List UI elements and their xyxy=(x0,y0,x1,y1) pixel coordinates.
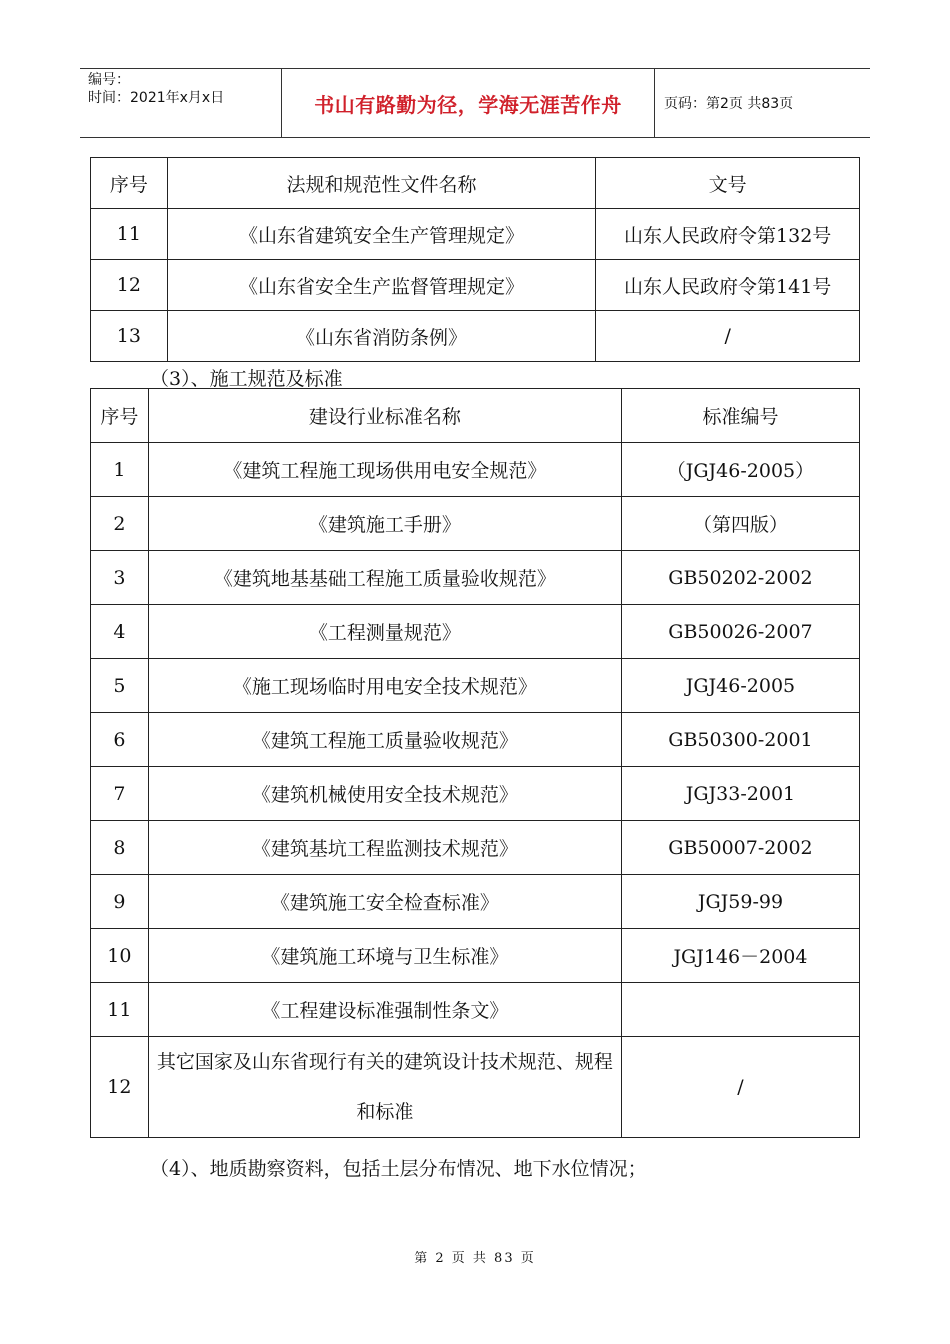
table-cell: 11 xyxy=(91,983,149,1037)
table-cell: 《建筑施工安全检查标准》 xyxy=(148,875,621,929)
header-cell: 标准编号 xyxy=(621,389,859,443)
table-cell: 8 xyxy=(91,821,149,875)
table-cell: 13 xyxy=(91,311,168,362)
table-cell: 山东人民政府令第141号 xyxy=(596,260,860,311)
page-header xyxy=(80,68,870,138)
table-cell: 《工程测量规范》 xyxy=(148,605,621,659)
table-header-row xyxy=(91,389,860,443)
table-row xyxy=(91,260,860,311)
table-cell: 《建筑工程施工现场供用电安全规范》 xyxy=(148,443,621,497)
table-cell: JGJ33-2001 xyxy=(621,767,859,821)
regulations-table xyxy=(90,157,860,362)
table-cell: GB50300-2001 xyxy=(621,713,859,767)
header-cell: 文号 xyxy=(596,158,860,209)
header-cell: 建设行业标准名称 xyxy=(148,389,621,443)
table-cell: 《建筑地基基础工程施工质量验收规范》 xyxy=(148,551,621,605)
table-cell xyxy=(621,983,859,1037)
header-cell: 法规和规范性文件名称 xyxy=(167,158,596,209)
table-cell: 《山东省建筑安全生产管理规定》 xyxy=(167,209,596,260)
document-number-label: 编号： xyxy=(88,72,130,88)
table-cell: （JGJ46-2005） xyxy=(621,443,859,497)
table-row xyxy=(91,605,860,659)
table-cell: 1 xyxy=(91,443,149,497)
table-cell: 《山东省消防条例》 xyxy=(167,311,596,362)
table-cell: GB50202-2002 xyxy=(621,551,859,605)
page-footer: 第 2 页 共 83 页 xyxy=(414,1251,536,1266)
table-cell: 6 xyxy=(91,713,149,767)
table-cell: JGJ46-2005 xyxy=(621,659,859,713)
table-row xyxy=(91,821,860,875)
header-cell: 序号 xyxy=(91,158,168,209)
table-row xyxy=(91,551,860,605)
table-row xyxy=(91,875,860,929)
header-motto: 书山有路勤为径，学海无涯苦作舟 xyxy=(282,69,655,137)
table-cell: 其它国家及山东省现行有关的建筑设计技术规范、规程和标准 xyxy=(148,1037,621,1138)
table-cell: 12 xyxy=(91,260,168,311)
table-cell: 《建筑机械使用安全技术规范》 xyxy=(148,767,621,821)
table-cell: 5 xyxy=(91,659,149,713)
table-cell: 《山东省安全生产监督管理规定》 xyxy=(167,260,596,311)
table-cell: 11 xyxy=(91,209,168,260)
table-header-row xyxy=(91,158,860,209)
header-meta xyxy=(80,69,282,137)
standards-table xyxy=(90,388,860,1138)
table-cell: / xyxy=(596,311,860,362)
table-cell: GB50026-2007 xyxy=(621,605,859,659)
table-cell: 2 xyxy=(91,497,149,551)
document-time-label: 时间：2021年x月x日 xyxy=(88,90,225,106)
section-heading-3: （3）、施工规范及标准 xyxy=(150,368,343,390)
table-cell: 《工程建设标准强制性条文》 xyxy=(148,983,621,1037)
table-row xyxy=(91,713,860,767)
table-cell: 3 xyxy=(91,551,149,605)
table-row xyxy=(91,311,860,362)
table-row xyxy=(91,983,860,1037)
table-cell: 9 xyxy=(91,875,149,929)
header-cell: 序号 xyxy=(91,389,149,443)
header-page-info: 页码：第2页 共83页 xyxy=(664,96,794,112)
table-cell: 山东人民政府令第132号 xyxy=(596,209,860,260)
table-cell: GB50007-2002 xyxy=(621,821,859,875)
table-cell: JGJ59-99 xyxy=(621,875,859,929)
table-cell: （第四版） xyxy=(621,497,859,551)
table-cell: 《建筑工程施工质量验收规范》 xyxy=(148,713,621,767)
table-cell: 12 xyxy=(91,1037,149,1138)
table-cell: 《建筑施工环境与卫生标准》 xyxy=(148,929,621,983)
table-cell: 7 xyxy=(91,767,149,821)
table-cell: / xyxy=(621,1037,859,1138)
table-row xyxy=(91,929,860,983)
table-row xyxy=(91,767,860,821)
table-cell: 4 xyxy=(91,605,149,659)
table-row xyxy=(91,443,860,497)
section-heading-4: （4）、地质勘察资料，包括土层分布情况、地下水位情况； xyxy=(150,1158,647,1180)
table-row xyxy=(91,209,860,260)
table-cell: 《施工现场临时用电安全技术规范》 xyxy=(148,659,621,713)
table-row xyxy=(91,497,860,551)
table-row xyxy=(91,659,860,713)
table-cell: 《建筑基坑工程监测技术规范》 xyxy=(148,821,621,875)
table-cell: JGJ146－2004 xyxy=(621,929,859,983)
table-cell: 10 xyxy=(91,929,149,983)
table-row xyxy=(91,1037,860,1138)
table-cell: 《建筑施工手册》 xyxy=(148,497,621,551)
